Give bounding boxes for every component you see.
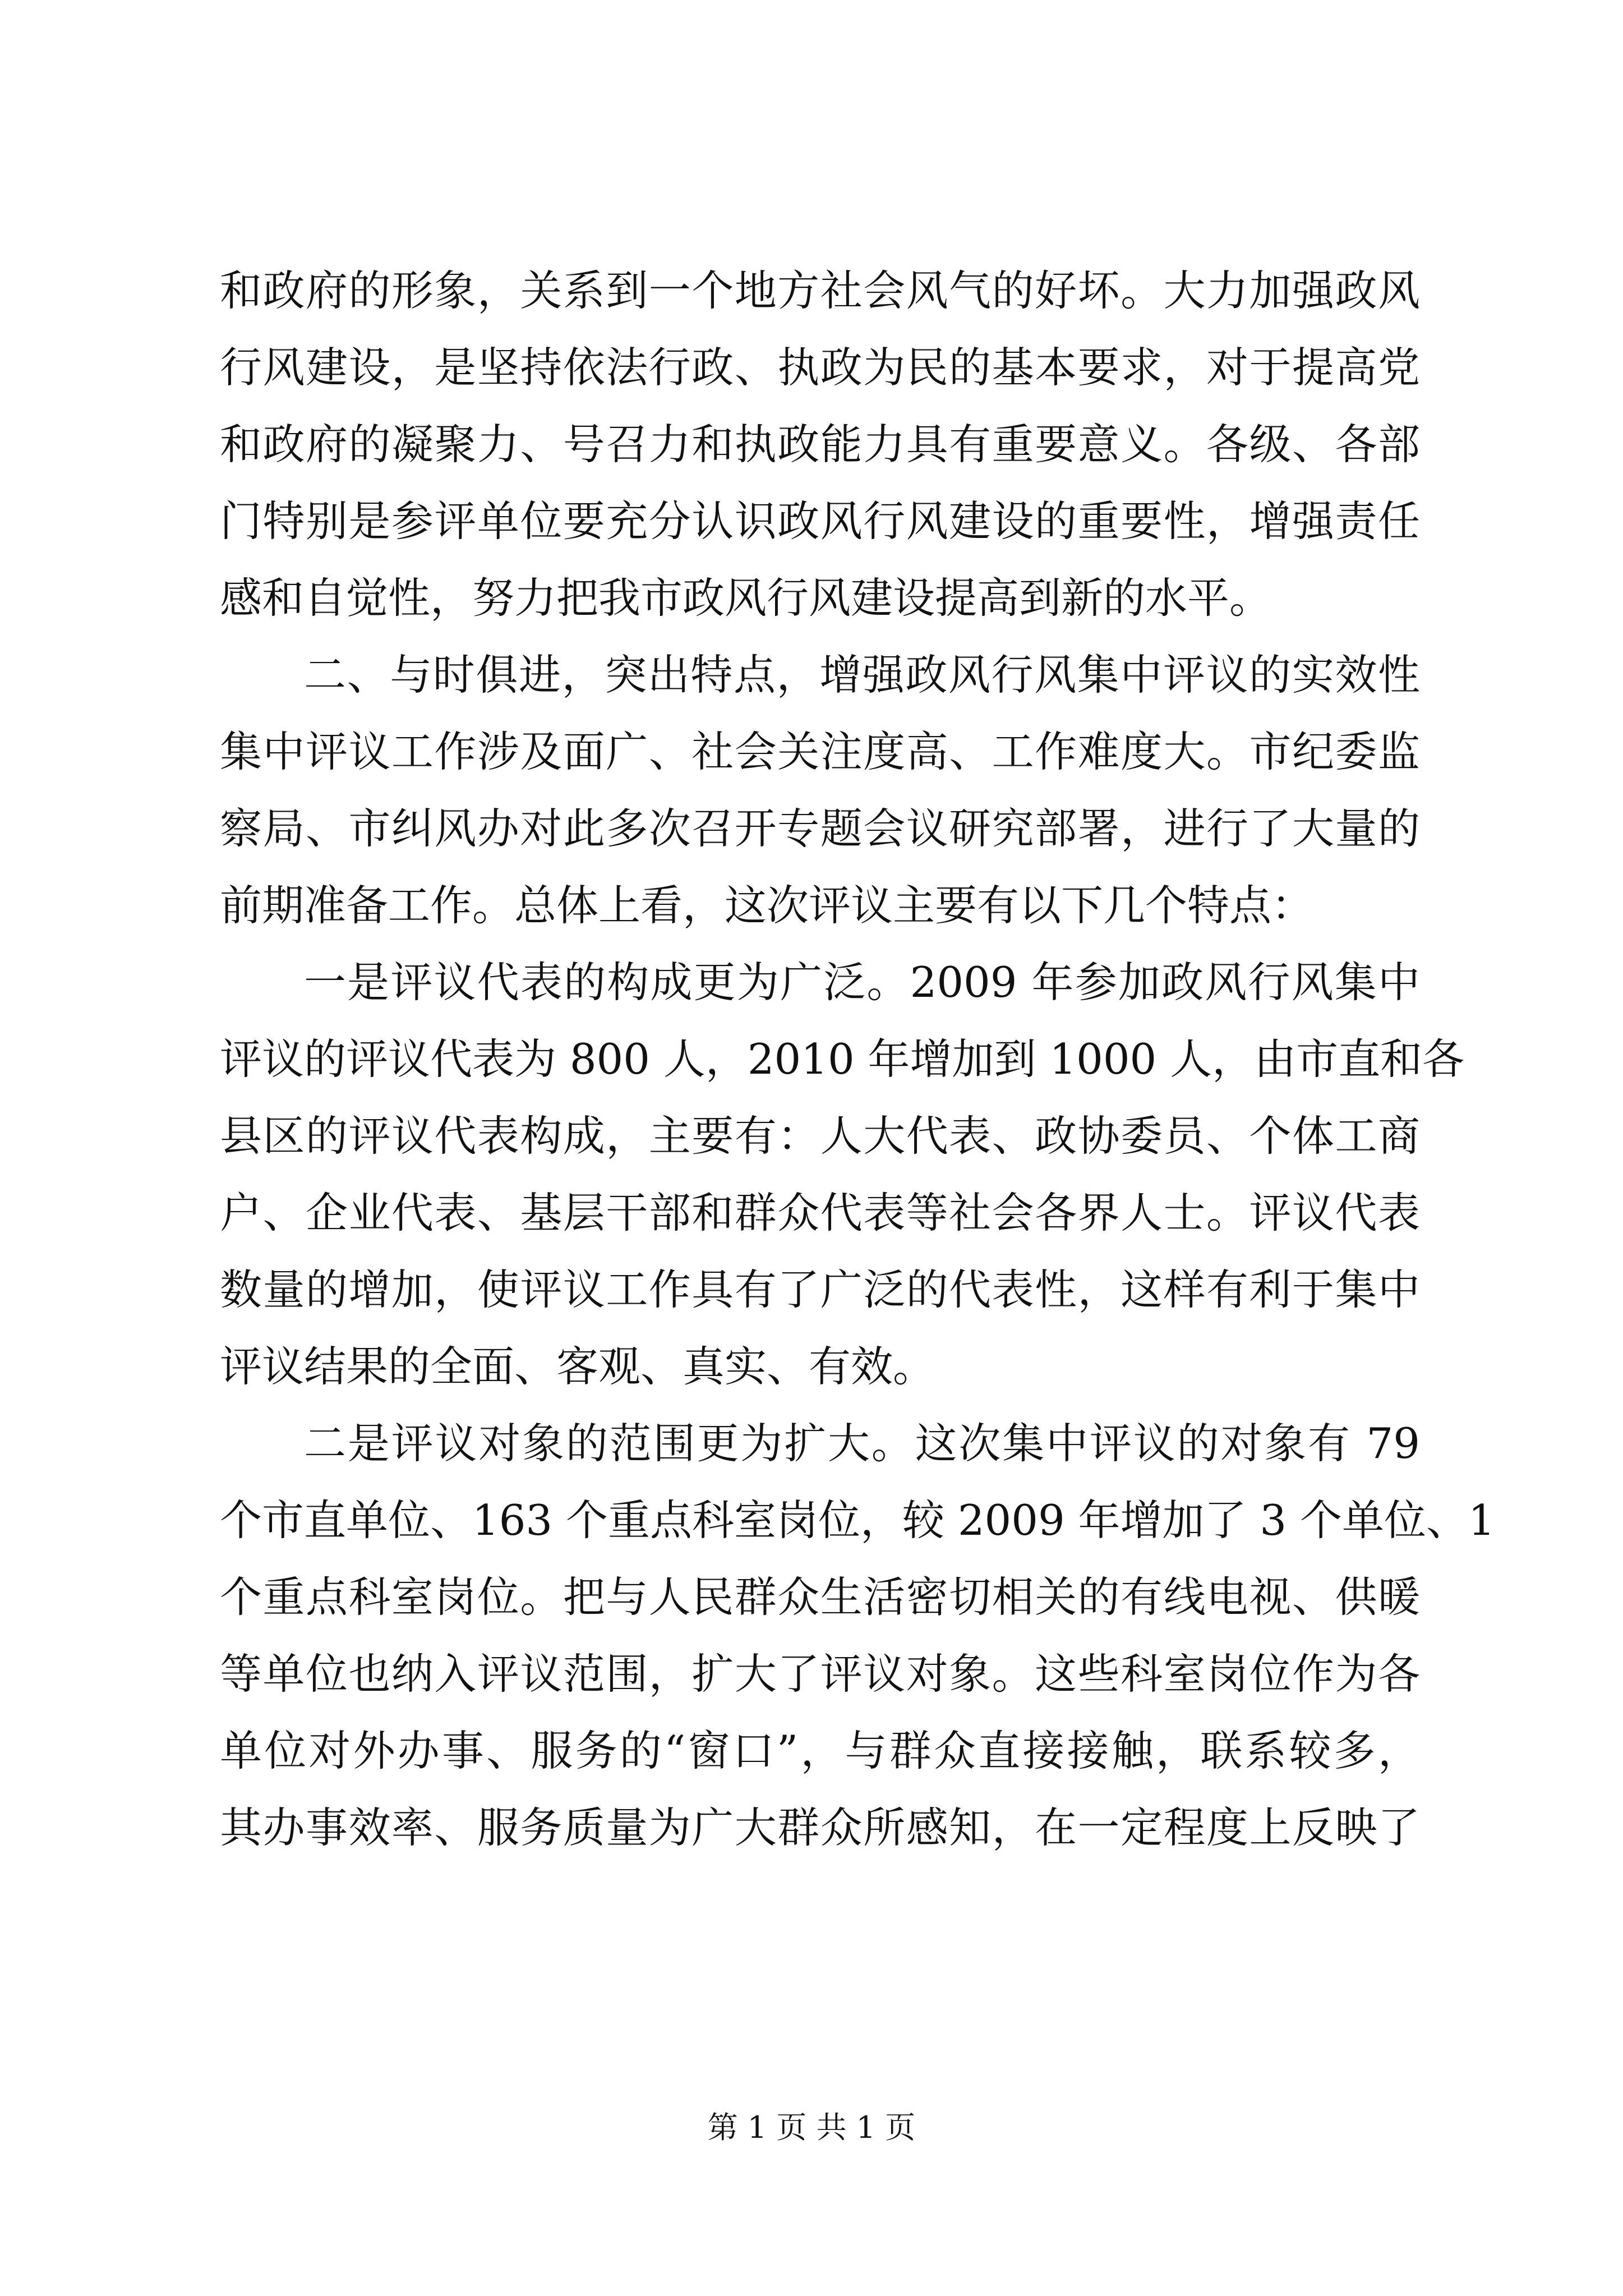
text-line: 前期准备工作。总体上看，这次评议主要有以下几个特点： bbox=[220, 881, 1314, 930]
page-footer: 第 1 页 共 1 页 bbox=[707, 2110, 916, 2145]
body-text bbox=[220, 252, 1495, 1866]
text-line: 县区的评议代表构成，主要有：人大代表、政协委员、个体工商 bbox=[220, 1111, 1420, 1161]
text-line: 察局、市纠风办对此多次召开专题会议研究部署，进行了大量的 bbox=[220, 804, 1420, 853]
text-line: 个重点科室岗位。把与人民群众生活密切相关的有线电视、供暖 bbox=[220, 1572, 1420, 1622]
text-line: 评议结果的全面、客观、真实、有效。 bbox=[220, 1342, 935, 1391]
text-line: 二、与时俱进，突出特点，增强政风行风集中评议的实效性 bbox=[304, 650, 1420, 700]
text-line: 感和自觉性，努力把我市政风行风建设提高到新的水平。 bbox=[220, 573, 1272, 623]
text-line: 和政府的凝聚力、号召力和执政能力具有重要意义。各级、各部 bbox=[220, 420, 1420, 469]
text-line: 一是评议代表的构成更为广泛。2009 年参加政风行风集中 bbox=[304, 958, 1420, 1007]
text-line: 等单位也纳入评议范围，扩大了评议对象。这些科室岗位作为各 bbox=[220, 1649, 1420, 1699]
text-line: 行风建设，是坚持依法行政、执政为民的基本要求，对于提高党 bbox=[220, 343, 1420, 392]
text-line: 个市直单位、163 个重点科室岗位，较 2009 年增加了 3 个单位、1 bbox=[220, 1496, 1495, 1545]
text-line: 评议的评议代表为 800 人，2010 年增加到 1000 人，由市直和各 bbox=[220, 1034, 1465, 1084]
text-line: 集中评议工作涉及面广、社会关注度高、工作难度大。市纪委监 bbox=[220, 727, 1420, 776]
text-line: 数量的增加，使评议工作具有了广泛的代表性，这样有利于集中 bbox=[220, 1265, 1420, 1314]
text-line: 门特别是参评单位要充分认识政风行风建设的重要性，增强责任 bbox=[220, 496, 1420, 546]
text-line: 户、企业代表、基层干部和群众代表等社会各界人士。评议代表 bbox=[220, 1188, 1420, 1237]
text-line: 和政府的形象，关系到一个地方社会风气的好坏。大力加强政风 bbox=[220, 266, 1420, 315]
text-line: 二是评议对象的范围更为扩大。这次集中评议的对象有 79 bbox=[304, 1419, 1420, 1468]
text-line: 其办事效率、服务质量为广大群众所感知，在一定程度上反映了 bbox=[220, 1803, 1420, 1852]
text-line: 单位对外办事、服务的“窗口”，与群众直接接触，联系较多， bbox=[220, 1726, 1420, 1775]
